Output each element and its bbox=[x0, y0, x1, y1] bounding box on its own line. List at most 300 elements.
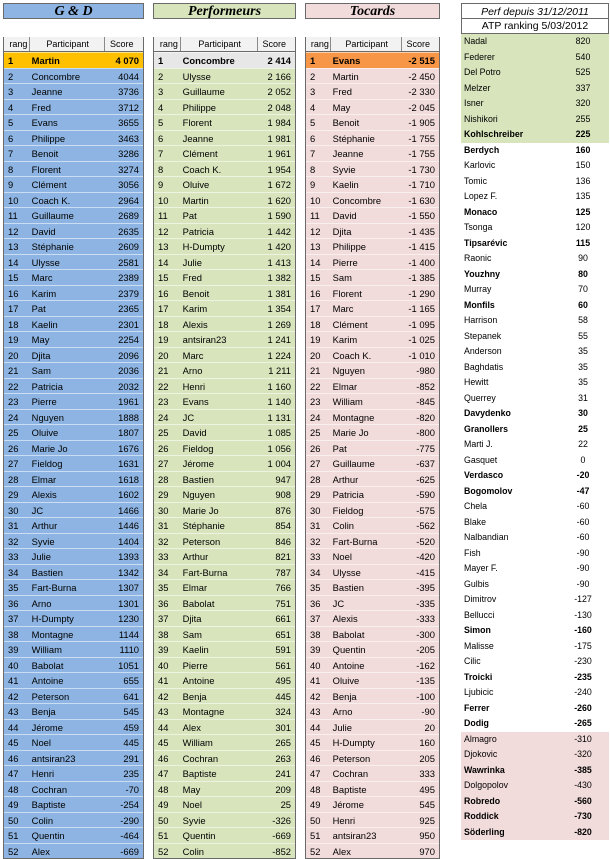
table-row bbox=[154, 455, 295, 471]
table-row bbox=[306, 130, 439, 146]
rank-cell: 46 bbox=[158, 752, 169, 764]
points-cell: -310 bbox=[574, 733, 592, 744]
table-row bbox=[306, 269, 439, 285]
table-row bbox=[306, 812, 439, 828]
table-row bbox=[4, 362, 143, 378]
performeurs-ranking-table bbox=[153, 3, 296, 859]
table-row bbox=[306, 548, 439, 564]
gd-header-score: Score bbox=[110, 39, 134, 49]
participant-cell: Fieldog bbox=[182, 442, 214, 454]
table-row bbox=[4, 285, 143, 301]
table-row bbox=[4, 52, 143, 68]
participant-cell: Martin bbox=[182, 194, 209, 206]
player-cell: Roddick bbox=[464, 811, 499, 821]
table-row bbox=[154, 734, 295, 750]
table-row bbox=[4, 564, 143, 580]
player-cell: Gasquet bbox=[464, 454, 498, 465]
rank-cell: 31 bbox=[8, 520, 19, 531]
table-row bbox=[306, 765, 439, 781]
points-cell: -90 bbox=[576, 578, 590, 589]
table-row bbox=[461, 530, 609, 546]
participant-cell: Oluive bbox=[332, 675, 360, 686]
score-cell: -852 bbox=[272, 845, 291, 857]
table-row bbox=[306, 564, 439, 580]
rank-cell: 13 bbox=[310, 241, 321, 252]
rank-cell: 6 bbox=[310, 132, 316, 144]
table-row bbox=[4, 114, 143, 130]
table-row bbox=[306, 796, 439, 812]
participant-cell: Alexis bbox=[31, 489, 57, 500]
rank-cell: 20 bbox=[310, 349, 321, 361]
score-cell: -326 bbox=[272, 814, 291, 826]
rank-cell: 18 bbox=[8, 318, 19, 330]
rank-cell: 20 bbox=[8, 349, 19, 361]
score-cell: 2964 bbox=[118, 194, 140, 206]
table-row bbox=[154, 393, 295, 409]
participant-cell: David bbox=[31, 225, 56, 237]
rank-cell: 12 bbox=[158, 225, 169, 237]
tocards-rows bbox=[305, 52, 440, 859]
table-row bbox=[4, 269, 143, 285]
points-cell: 90 bbox=[578, 253, 588, 263]
score-cell: -1 290 bbox=[408, 287, 435, 299]
rank-cell: 37 bbox=[310, 613, 321, 624]
table-row bbox=[154, 331, 295, 347]
table-row bbox=[154, 595, 295, 611]
points-cell: 120 bbox=[575, 222, 591, 232]
rank-cell: 2 bbox=[158, 70, 164, 82]
participant-cell: Cochran bbox=[31, 783, 68, 795]
participant-cell: antsiran23 bbox=[182, 334, 227, 345]
rank-cell: 46 bbox=[310, 752, 321, 764]
table-row bbox=[4, 347, 143, 363]
participant-cell: Philippe bbox=[332, 241, 367, 252]
rank-cell: 31 bbox=[158, 520, 169, 531]
table-row bbox=[4, 610, 143, 626]
table-row bbox=[306, 455, 439, 471]
table-row bbox=[4, 393, 143, 409]
rank-cell: 24 bbox=[310, 411, 321, 423]
table-row bbox=[461, 143, 609, 159]
rank-cell: 43 bbox=[310, 706, 321, 717]
participant-cell: Alexis bbox=[332, 613, 358, 624]
table-row bbox=[461, 329, 609, 345]
rank-cell: 37 bbox=[8, 613, 19, 624]
rank-cell: 12 bbox=[8, 225, 19, 237]
table-row bbox=[154, 254, 295, 270]
table-row bbox=[306, 781, 439, 797]
table-row bbox=[154, 610, 295, 626]
table-row bbox=[306, 238, 439, 254]
participant-cell: Ulysse bbox=[31, 256, 60, 268]
table-row bbox=[4, 83, 143, 99]
points-cell: 115 bbox=[575, 237, 591, 248]
rank-cell: 26 bbox=[8, 442, 19, 454]
rank-cell: 33 bbox=[310, 551, 321, 562]
points-cell: -20 bbox=[576, 470, 590, 480]
score-cell: 2 048 bbox=[267, 101, 291, 113]
rank-cell: 21 bbox=[158, 365, 169, 376]
player-cell: Baghdatis bbox=[464, 361, 504, 372]
score-cell: 1 056 bbox=[267, 442, 291, 454]
participant-cell: Concombre bbox=[31, 70, 81, 82]
score-cell: 925 bbox=[419, 814, 435, 826]
rank-cell: 34 bbox=[158, 566, 169, 578]
table-row bbox=[154, 114, 295, 130]
score-cell: 2032 bbox=[118, 380, 140, 392]
rank-cell: 36 bbox=[310, 597, 321, 609]
table-row bbox=[461, 716, 609, 732]
points-cell: -260 bbox=[574, 702, 592, 713]
rank-cell: 17 bbox=[8, 303, 19, 314]
table-row bbox=[4, 827, 143, 843]
table-row bbox=[4, 812, 143, 828]
score-cell: -1 730 bbox=[408, 163, 435, 175]
table-row bbox=[306, 517, 439, 533]
score-cell: 1230 bbox=[118, 613, 140, 624]
participant-cell: Arthur bbox=[182, 551, 209, 562]
score-cell: -1 630 bbox=[408, 194, 435, 206]
table-row bbox=[306, 657, 439, 673]
participant-cell: antsiran23 bbox=[332, 830, 377, 841]
score-cell: 1301 bbox=[118, 597, 140, 609]
score-cell: -464 bbox=[120, 830, 140, 841]
table-row bbox=[4, 719, 143, 735]
score-cell: -1 710 bbox=[408, 179, 435, 190]
points-cell: 35 bbox=[578, 377, 588, 387]
participant-cell: Coach K. bbox=[182, 163, 222, 175]
table-row bbox=[461, 670, 609, 686]
performeurs-header-participant: Participant bbox=[181, 37, 258, 51]
rank-cell: 51 bbox=[158, 830, 169, 841]
participant-cell: Fred bbox=[31, 101, 51, 113]
participant-cell: Karim bbox=[31, 287, 57, 299]
rank-cell: 50 bbox=[158, 814, 169, 826]
participant-cell: Martin bbox=[332, 70, 359, 82]
table-row bbox=[4, 300, 143, 316]
score-cell: 459 bbox=[123, 721, 140, 733]
participant-cell: Djita bbox=[31, 349, 51, 361]
table-row bbox=[306, 347, 439, 363]
table-row bbox=[4, 440, 143, 456]
table-row bbox=[306, 52, 439, 68]
table-row bbox=[4, 207, 143, 223]
table-row bbox=[154, 626, 295, 642]
gd-header-row bbox=[3, 37, 144, 52]
rank-cell: 22 bbox=[310, 380, 321, 392]
rank-cell: 28 bbox=[310, 473, 321, 485]
player-cell: Hewitt bbox=[464, 377, 489, 387]
score-cell: 2365 bbox=[118, 303, 140, 314]
player-cell: Youzhny bbox=[464, 268, 500, 279]
player-cell: Stepanek bbox=[464, 330, 502, 341]
participant-cell: May bbox=[31, 334, 50, 345]
score-cell: 2609 bbox=[118, 241, 140, 252]
atp-rows bbox=[461, 34, 609, 840]
table-row bbox=[4, 145, 143, 161]
table-row bbox=[154, 641, 295, 657]
gd-header-rang: rang bbox=[4, 37, 30, 51]
score-cell: -1 755 bbox=[408, 148, 435, 159]
score-cell: 160 bbox=[419, 737, 435, 748]
rank-cell: 16 bbox=[158, 287, 169, 299]
points-cell: -160 bbox=[574, 625, 592, 635]
player-cell: Dimitrov bbox=[464, 594, 497, 604]
table-row bbox=[306, 223, 439, 239]
participant-cell: Benja bbox=[31, 706, 56, 717]
table-row bbox=[461, 282, 609, 298]
rank-cell: 3 bbox=[158, 86, 164, 97]
table-row bbox=[154, 750, 295, 766]
table-row bbox=[154, 238, 295, 254]
table-row bbox=[306, 688, 439, 704]
score-cell: 2379 bbox=[118, 287, 140, 299]
player-cell: Chela bbox=[464, 501, 487, 511]
score-cell: 1 672 bbox=[267, 179, 291, 190]
rank-cell: 45 bbox=[158, 737, 169, 748]
score-cell: -2 450 bbox=[408, 70, 435, 82]
rank-cell: 8 bbox=[8, 163, 14, 175]
table-row bbox=[154, 765, 295, 781]
score-cell: 445 bbox=[275, 690, 291, 702]
score-cell: 1602 bbox=[118, 489, 140, 500]
participant-cell: Julie bbox=[332, 721, 352, 733]
score-cell: 1 420 bbox=[267, 241, 291, 252]
points-cell: 337 bbox=[575, 82, 591, 93]
participant-cell: Pierre bbox=[332, 256, 358, 268]
participant-cell: Colin bbox=[332, 520, 355, 531]
score-cell: 1 381 bbox=[267, 287, 291, 299]
score-cell: 291 bbox=[123, 752, 140, 764]
table-row bbox=[306, 595, 439, 611]
participant-cell: Arthur bbox=[332, 473, 359, 485]
rank-cell: 1 bbox=[158, 55, 164, 66]
score-cell: 1393 bbox=[118, 551, 140, 562]
player-cell: Cilic bbox=[464, 656, 481, 666]
table-row bbox=[306, 440, 439, 456]
player-cell: Monaco bbox=[464, 206, 498, 217]
player-cell: Troicki bbox=[464, 671, 493, 682]
table-row bbox=[154, 688, 295, 704]
points-cell: -127 bbox=[574, 594, 592, 604]
table-row bbox=[4, 471, 143, 487]
table-row bbox=[461, 205, 609, 221]
participant-cell: Bastien bbox=[31, 566, 63, 578]
score-cell: 591 bbox=[275, 644, 291, 655]
rank-cell: 33 bbox=[158, 551, 169, 562]
rank-cell: 5 bbox=[158, 117, 164, 128]
player-cell: Dodig bbox=[464, 718, 489, 728]
participant-cell: Babolat bbox=[332, 628, 365, 640]
table-row bbox=[154, 145, 295, 161]
table-row bbox=[154, 579, 295, 595]
table-row bbox=[4, 424, 143, 440]
rank-cell: 28 bbox=[158, 473, 169, 485]
tocards-header-rang: rang bbox=[306, 37, 331, 51]
score-cell: -1 400 bbox=[408, 256, 435, 268]
player-cell: Del Potro bbox=[464, 67, 501, 77]
score-cell: 2301 bbox=[118, 318, 140, 330]
rank-cell: 12 bbox=[310, 225, 321, 237]
table-row bbox=[154, 517, 295, 533]
points-cell: 160 bbox=[575, 144, 591, 155]
tocards-header-score: Score bbox=[406, 39, 431, 49]
table-row bbox=[4, 672, 143, 688]
table-row bbox=[154, 827, 295, 843]
rank-cell: 18 bbox=[158, 318, 169, 330]
score-cell: 1807 bbox=[118, 427, 140, 438]
table-row bbox=[461, 313, 609, 329]
player-cell: Anderson bbox=[464, 346, 502, 356]
table-row bbox=[4, 734, 143, 750]
score-cell: 545 bbox=[123, 706, 140, 717]
table-row bbox=[461, 422, 609, 438]
score-cell: -300 bbox=[416, 628, 435, 640]
rank-cell: 47 bbox=[310, 768, 321, 779]
rank-cell: 19 bbox=[310, 334, 321, 345]
participant-cell: Fred bbox=[182, 272, 202, 283]
participant-cell: Kaelin bbox=[332, 179, 359, 190]
table-row bbox=[154, 316, 295, 332]
table-row bbox=[4, 750, 143, 766]
participant-cell: Florent bbox=[332, 287, 362, 299]
participant-cell: JC bbox=[31, 504, 44, 516]
rank-cell: 29 bbox=[158, 489, 169, 500]
score-cell: -415 bbox=[416, 566, 435, 578]
tocards-header-participant: Participant bbox=[331, 37, 402, 51]
table-row bbox=[154, 843, 295, 859]
participant-cell: Jérome bbox=[332, 799, 364, 810]
rank-cell: 45 bbox=[8, 737, 19, 748]
rank-cell: 14 bbox=[310, 256, 321, 268]
score-cell: 1 241 bbox=[267, 334, 291, 345]
table-row bbox=[154, 533, 295, 549]
player-cell: Federer bbox=[464, 51, 495, 62]
participant-cell: Fart-Burna bbox=[31, 582, 77, 593]
table-row bbox=[461, 251, 609, 267]
rank-cell: 39 bbox=[8, 644, 19, 655]
score-cell: 751 bbox=[275, 597, 291, 609]
participant-cell: Antoine bbox=[332, 659, 365, 671]
score-cell: 970 bbox=[419, 845, 435, 857]
rank-cell: 15 bbox=[310, 272, 321, 283]
table-row bbox=[154, 471, 295, 487]
points-cell: 30 bbox=[578, 408, 588, 418]
score-cell: -669 bbox=[120, 845, 140, 857]
table-row bbox=[461, 778, 609, 794]
points-cell: 70 bbox=[578, 284, 588, 294]
table-row bbox=[4, 626, 143, 642]
score-cell: 561 bbox=[275, 659, 291, 671]
player-cell: Raonic bbox=[464, 253, 492, 263]
score-cell: 1 211 bbox=[268, 365, 291, 376]
points-cell: -240 bbox=[574, 687, 592, 697]
score-cell: -669 bbox=[272, 830, 291, 841]
score-cell: 3463 bbox=[118, 132, 140, 144]
table-row bbox=[461, 344, 609, 360]
score-cell: -820 bbox=[416, 411, 435, 423]
table-row bbox=[4, 657, 143, 673]
rank-cell: 11 bbox=[310, 210, 320, 221]
table-row bbox=[306, 68, 439, 84]
score-cell: 1 269 bbox=[267, 318, 291, 330]
table-row bbox=[4, 548, 143, 564]
score-cell: 1 442 bbox=[267, 225, 291, 237]
participant-cell: Oluive bbox=[182, 179, 210, 190]
rank-cell: 23 bbox=[310, 396, 321, 407]
player-cell: Verdasco bbox=[464, 470, 504, 480]
participant-cell: Fieldog bbox=[332, 504, 364, 516]
player-cell: Bellucci bbox=[464, 609, 495, 620]
participant-cell: Guillaume bbox=[31, 210, 74, 221]
points-cell: -560 bbox=[574, 795, 592, 806]
points-cell: -265 bbox=[574, 718, 592, 728]
gd-rows bbox=[3, 52, 144, 859]
table-row bbox=[306, 254, 439, 270]
rank-cell: 27 bbox=[310, 458, 321, 469]
player-cell: Blake bbox=[464, 516, 487, 527]
score-cell: 495 bbox=[275, 675, 291, 686]
participant-cell: Guillaume bbox=[332, 458, 375, 469]
score-cell: -800 bbox=[416, 427, 435, 438]
score-cell: 545 bbox=[419, 799, 435, 810]
score-cell: -1 415 bbox=[408, 241, 435, 252]
table-row bbox=[4, 331, 143, 347]
score-cell: 265 bbox=[275, 737, 291, 748]
participant-cell: Benoit bbox=[31, 148, 59, 159]
table-row bbox=[4, 688, 143, 704]
rank-cell: 51 bbox=[310, 830, 321, 841]
participant-cell: Alex bbox=[332, 845, 351, 857]
participant-cell: Quentin bbox=[31, 830, 65, 841]
score-cell: 241 bbox=[275, 768, 291, 779]
score-cell: 3736 bbox=[118, 86, 140, 97]
rank-cell: 44 bbox=[310, 721, 321, 733]
rank-cell: 47 bbox=[158, 768, 169, 779]
player-cell: Tipsarévic bbox=[464, 237, 508, 248]
rank-cell: 49 bbox=[158, 799, 169, 810]
participant-cell: Henri bbox=[182, 380, 206, 392]
points-cell: 58 bbox=[578, 315, 588, 325]
participant-cell: Guillaume bbox=[182, 86, 225, 97]
points-cell: -175 bbox=[574, 640, 592, 651]
table-row bbox=[461, 515, 609, 531]
table-row bbox=[154, 703, 295, 719]
table-row bbox=[306, 626, 439, 642]
score-cell: 2581 bbox=[118, 256, 140, 268]
rank-cell: 14 bbox=[158, 256, 169, 268]
table-row bbox=[461, 127, 609, 143]
rank-cell: 10 bbox=[158, 194, 169, 206]
score-cell: 445 bbox=[123, 737, 140, 748]
rank-cell: 42 bbox=[310, 690, 321, 702]
participant-cell: Quentin bbox=[332, 644, 366, 655]
participant-cell: David bbox=[182, 427, 207, 438]
performeurs-title: Performeurs bbox=[153, 3, 296, 19]
player-cell: Monfils bbox=[464, 299, 495, 310]
score-cell: 263 bbox=[275, 752, 291, 764]
participant-cell: Benja bbox=[182, 690, 207, 702]
table-row bbox=[4, 316, 143, 332]
rank-cell: 44 bbox=[158, 721, 169, 733]
rank-cell: 17 bbox=[310, 303, 321, 314]
rank-cell: 38 bbox=[310, 628, 321, 640]
rank-cell: 22 bbox=[8, 380, 19, 392]
rank-cell: 16 bbox=[310, 287, 321, 299]
table-row bbox=[154, 347, 295, 363]
participant-cell: Syvie bbox=[182, 814, 206, 826]
rank-cell: 49 bbox=[8, 799, 19, 810]
